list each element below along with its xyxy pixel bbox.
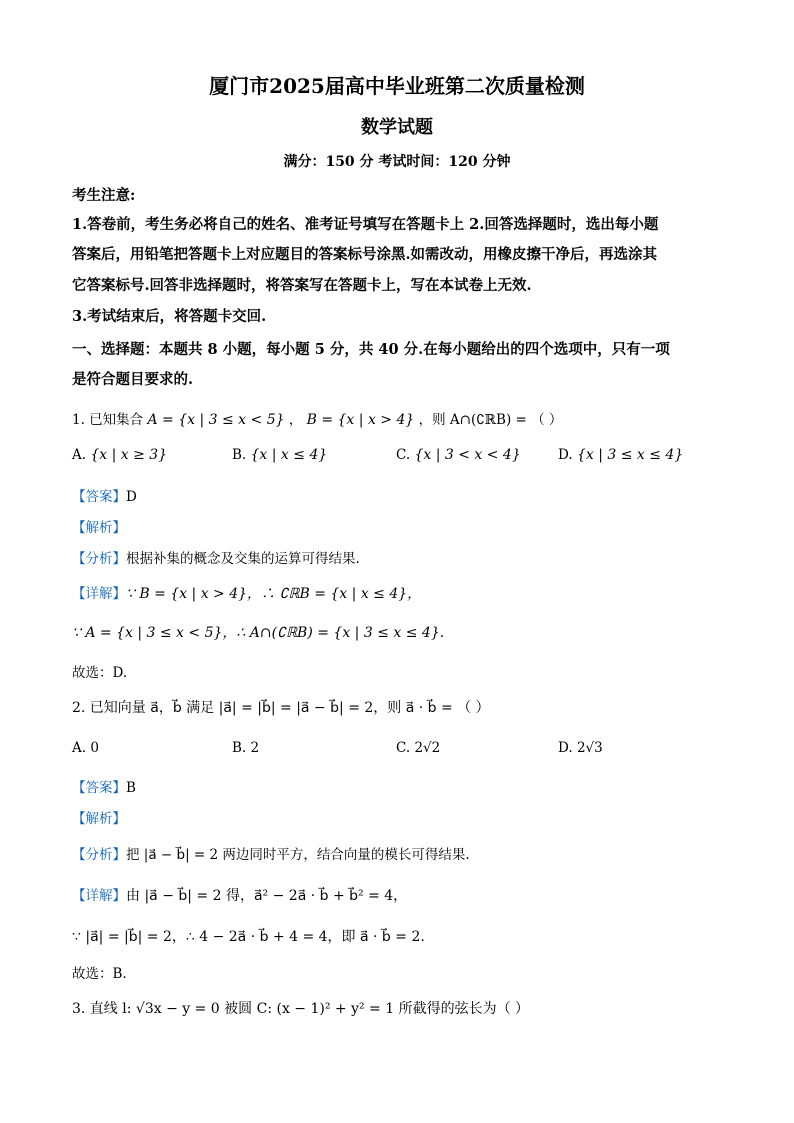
question-2-conclusion: 故选：B. (72, 966, 127, 982)
question-2-analysis-tag: 【解析】 (72, 811, 126, 827)
option-text: {x | 3 < x < 4} (414, 447, 521, 463)
exam-subtitle: 数学试题 (361, 117, 433, 138)
question-3-stem (72, 998, 529, 1018)
detail-tag: 【详解】 (72, 888, 126, 904)
notice-line-3: 它答案标号.回答非选择题时，将答案写在答题卡上，写在本试卷上无效. (72, 277, 532, 294)
answer-value: D (126, 489, 137, 505)
question-1-analysis-tag: 【解析】 (72, 520, 126, 536)
question-2-detail-2 (72, 926, 425, 946)
option-label: D. (558, 740, 573, 756)
question-3-text: 3. 直线 l: √3x − y = 0 被圆 C: (x − 1)² + y² = 1 所截得的弦长为（ ） (72, 1001, 530, 1017)
answer-tag: 【答案】 (72, 780, 126, 796)
detail-text: ∵ B = {x | x > 4}，∴ ∁ℝB = {x | x ≤ 4}， (126, 586, 422, 602)
question-2-stem (72, 697, 490, 717)
question-2-option-b (232, 740, 259, 756)
option-label: B. (232, 740, 247, 756)
option-label: D. (558, 447, 573, 463)
option-text: 2 (250, 740, 260, 756)
exam-meta: 满分：150 分 考试时间：120 分钟 (283, 154, 511, 170)
question-1-set-b: B = {x | x > 4} (306, 412, 415, 428)
option-label: A. (72, 447, 87, 463)
option-label: B. (232, 447, 247, 463)
detail-text: ∵ |a⃗| = |b⃗| = 2，∴ 4 − 2a⃗ · b⃗ + 4 = 4，即 a⃗ · b⃗ = 2. (72, 929, 425, 945)
fenxi-text: 把 |a⃗ − b⃗| = 2 两边同时平方，结合向量的模长可得结果. (126, 847, 470, 863)
question-1-set-a: A = {x | 3 ≤ x < 5} (147, 412, 285, 428)
fenxi-text: 根据补集的概念及交集的运算可得结果. (126, 551, 360, 567)
question-2-detail-1 (72, 884, 407, 905)
section-heading-line-2: 是符合题目要求的. (72, 371, 194, 388)
option-text: 2√3 (576, 740, 603, 756)
fenxi-tag: 【分析】 (72, 847, 126, 863)
question-2-option-a (72, 740, 99, 756)
question-2-option-c (396, 740, 440, 756)
question-2-option-d (558, 740, 603, 756)
detail-text: ∵ A = {x | 3 ≤ x < 5}，∴ A∩(∁ℝB) = {x | 3 ≤ x ≤ 4}. (72, 625, 445, 641)
option-text: {x | x ≤ 4} (250, 447, 328, 463)
notice-heading: 考生注意: (72, 187, 136, 204)
answer-tag: 【答案】 (72, 489, 126, 505)
option-text: 2√2 (414, 740, 441, 756)
question-1-option-b (232, 447, 327, 463)
exam-title: 厦门市2025届高中毕业班第二次质量检测 (209, 74, 585, 98)
question-2-answer (72, 776, 136, 796)
detail-tag: 【详解】 (72, 586, 126, 602)
option-text: 0 (90, 740, 99, 756)
detail-text: 由 |a⃗ − b⃗| = 2 得，a⃗² − 2a⃗ · b⃗ + b⃗² = 4， (126, 888, 408, 904)
question-1-ask: ，则 A∩(∁ℝB) = （ ） (418, 412, 563, 428)
question-1-detail-2 (72, 622, 444, 642)
question-1-stem (72, 408, 562, 428)
fenxi-tag: 【分析】 (72, 551, 126, 567)
option-label: C. (396, 740, 411, 756)
question-1-detail-1 (72, 582, 421, 603)
question-2-text: 2. 已知向量 a⃗，b⃗ 满足 |a⃗| = |b⃗| = |a⃗ − b⃗| = 2，则 a⃗ · b⃗ = （ ） (72, 700, 490, 716)
option-text: {x | x ≥ 3} (90, 447, 168, 463)
question-1-sep: ， (288, 412, 303, 428)
question-1-option-c (396, 447, 521, 463)
question-1-answer (72, 485, 137, 505)
option-label: A. (72, 740, 87, 756)
notice-line-2: 答案后，用铅笔把答题卡上对应题目的答案标号涂黑.如需改动，用橡皮擦干净后，再选涂其 (72, 246, 658, 263)
question-1-option-d (558, 447, 683, 463)
question-1-fenxi (72, 547, 360, 567)
notice-line-4: 3.考试结束后，将答题卡交回. (72, 308, 267, 325)
question-1-option-a (72, 447, 167, 463)
question-2-fenxi (72, 843, 470, 863)
question-1-prefix: 1. 已知集合 (72, 412, 144, 428)
question-1-conclusion: 故选：D. (72, 665, 128, 681)
notice-line-1: 1.答卷前，考生务必将自己的姓名、准考证号填写在答题卡上 2.回答选择题时，选出每小题 (72, 216, 659, 233)
section-heading-line-1: 一、选择题：本题共 8 小题，每小题 5 分，共 40 分.在每小题给出的四个选项中，只有一项 (72, 341, 670, 358)
option-text: {x | 3 ≤ x ≤ 4} (576, 447, 684, 463)
answer-value: B (126, 780, 136, 796)
option-label: C. (396, 447, 411, 463)
